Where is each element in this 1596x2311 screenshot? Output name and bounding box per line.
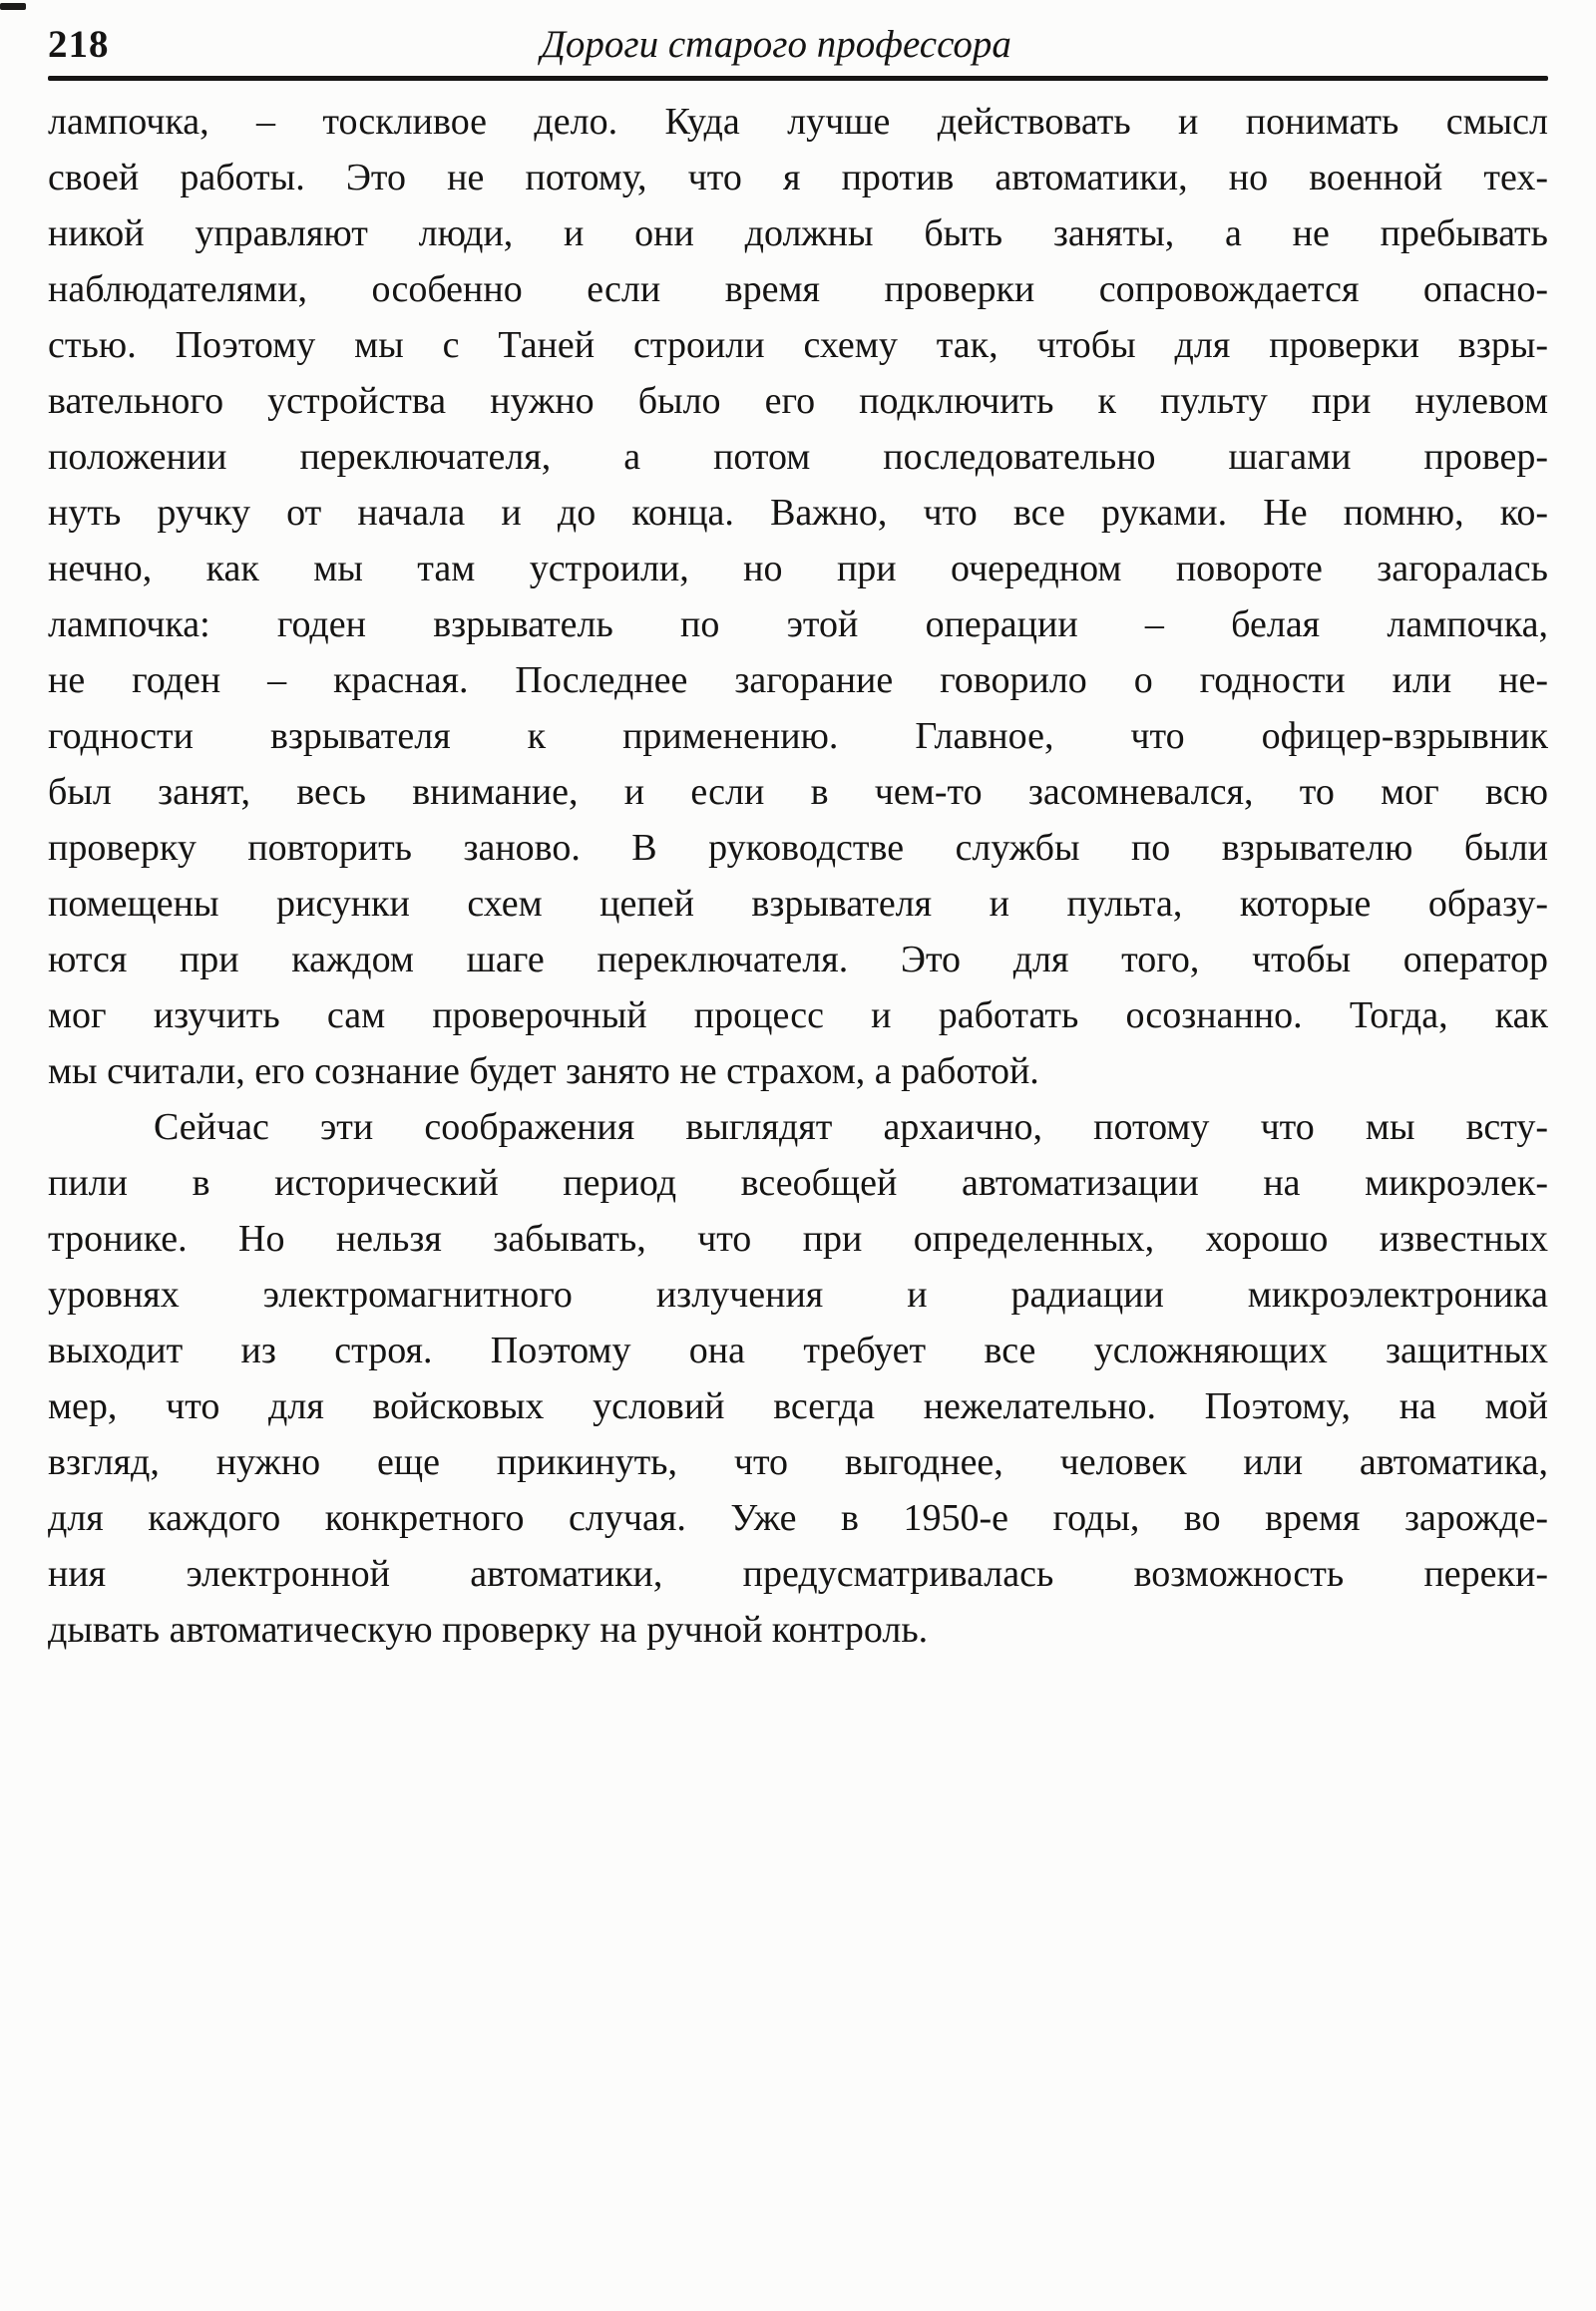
text-line: уровнях электромагнитного излучения и радиации микроэлектроника [48, 1274, 1548, 1316]
page-number: 218 [48, 23, 110, 66]
text-line: Сейчас эти соображения выглядят архаично, потому что мы всту- [154, 1106, 1548, 1148]
text-line: лампочка: годен взрыватель по этой операции – белая лампочка, [48, 603, 1548, 645]
text-line: никой управляют люди, и они должны быть заняты, а не пребывать [48, 212, 1548, 254]
text-line: своей работы. Это не потому, что я против автоматики, но военной тех- [48, 157, 1548, 198]
text-line: нуть ручку от начала и до конца. Важно, что все руками. Не помню, ко- [48, 492, 1548, 534]
text-line: нечно, как мы там устроили, но при очередном повороте загоралась [48, 548, 1548, 589]
text-line: выходит из строя. Поэтому она требует все усложняющих защитных [48, 1330, 1548, 1371]
text-line: стью. Поэтому мы с Таней строили схему так, чтобы для проверки взры- [48, 324, 1548, 366]
header-rule [48, 76, 1548, 81]
text-line: дывать автоматическую проверку на ручной контроль. [48, 1609, 929, 1651]
text-line: для каждого конкретного случая. Уже в 1950-е годы, во время зарожде- [48, 1497, 1548, 1539]
text-line: проверку повторить заново. В руководстве службы по взрывателю были [48, 827, 1548, 869]
text-line: помещены рисунки схем цепей взрывателя и пульта, которые образу- [48, 883, 1548, 925]
text-line: тронике. Но нельзя забывать, что при определенных, хорошо известных [48, 1218, 1548, 1260]
page-header [48, 0, 1548, 84]
text-line: ния электронной автоматики, предусматривалась возможность переки- [48, 1553, 1548, 1595]
text-line: годности взрывателя к применению. Главное, что офицер-взрывник [48, 715, 1548, 757]
text-line: мы считали, его сознание будет занято не страхом, а работой. [48, 1050, 1039, 1092]
text-line: вательного устройства нужно было его подключить к пульту при нулевом [48, 380, 1548, 422]
text-line: наблюдателями, особенно если время проверки сопровождается опасно- [48, 268, 1548, 310]
body-text [48, 94, 1548, 1658]
running-head-title: Дороги старого профессора [541, 23, 1011, 66]
text-line: лампочка, – тоскливое дело. Куда лучше действовать и понимать смысл [48, 101, 1548, 143]
text-line: положении переключателя, а потом последовательно шагами провер- [48, 436, 1548, 478]
text-line: пили в исторический период всеобщей автоматизации на микроэлек- [48, 1162, 1548, 1204]
text-line: не годен – красная. Последнее загорание говорило о годности или не- [48, 659, 1548, 701]
text-line: взгляд, нужно еще прикинуть, что выгоднее, человек или автоматика, [48, 1441, 1548, 1483]
text-line: ются при каждом шаге переключателя. Это для того, чтобы оператор [48, 939, 1548, 980]
text-line: мог изучить сам проверочный процесс и работать осознанно. Тогда, как [48, 994, 1548, 1036]
text-line: был занят, весь внимание, и если в чем-то засомневался, то мог всю [48, 771, 1548, 813]
scan-artifact [0, 3, 26, 10]
text-line: мер, что для войсковых условий всегда нежелательно. Поэтому, на мой [48, 1385, 1548, 1427]
